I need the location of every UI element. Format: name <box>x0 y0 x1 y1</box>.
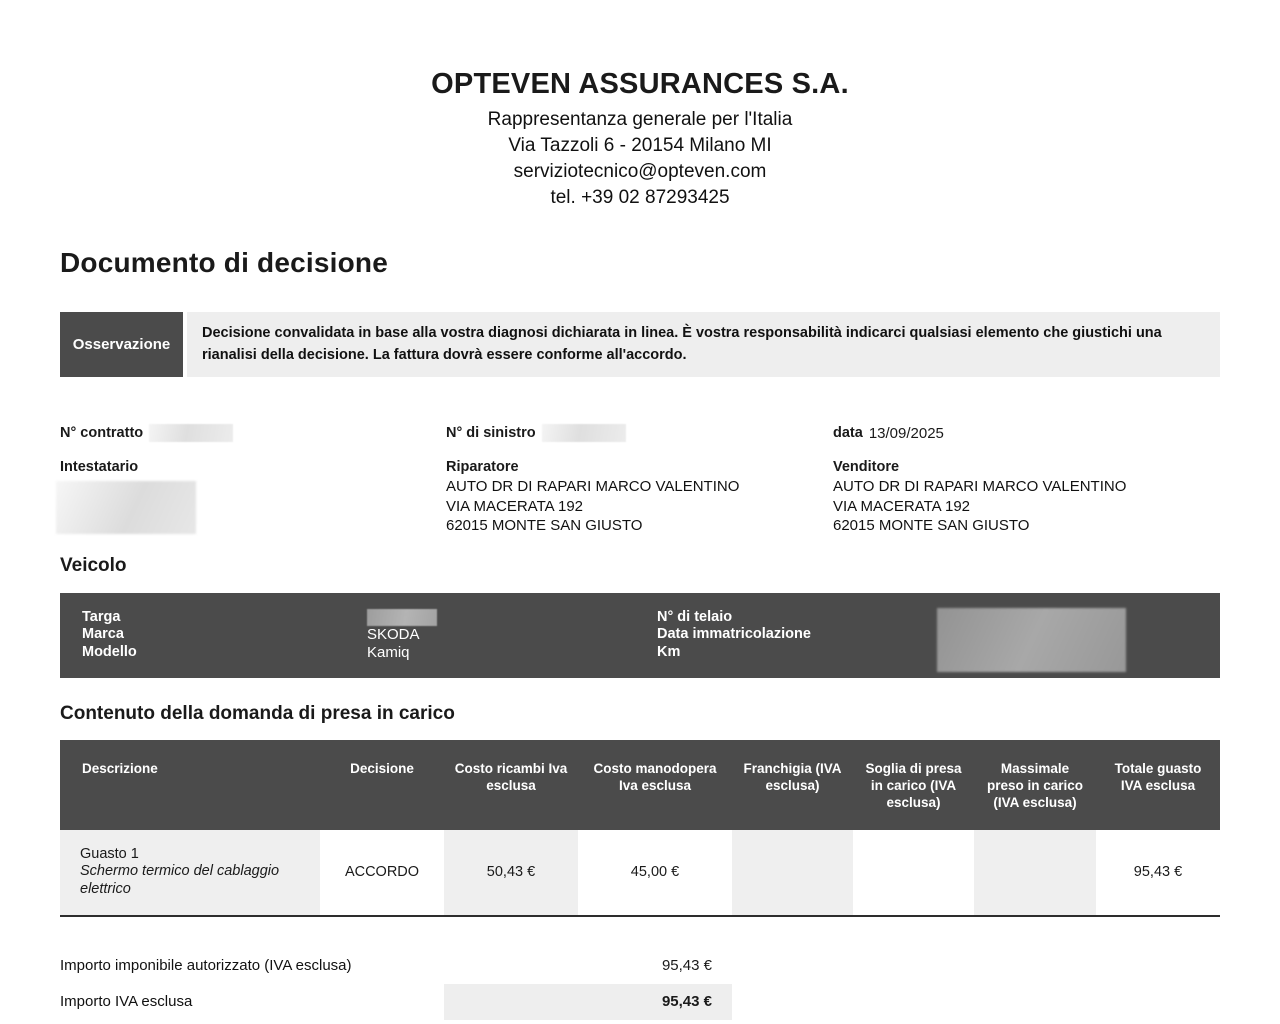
cell-deductible <box>732 830 853 915</box>
fault-detail: Schermo termico del cablaggio elettrico <box>80 863 280 897</box>
repairer-field <box>446 458 833 535</box>
repairer-label: Riparatore <box>446 459 519 475</box>
repairer-city: 62015 MONTE SAN GIUSTO <box>446 517 643 534</box>
km-label: Km <box>657 643 681 660</box>
company-name: OPTEVEN ASSURANCES S.A. <box>431 68 849 100</box>
letterhead <box>60 68 1220 211</box>
contract-column <box>60 423 446 535</box>
col-parts-cost: Costo ricambi Iva esclusa <box>454 760 568 793</box>
seller-city: 62015 MONTE SAN GIUSTO <box>833 517 1030 534</box>
cell-labor-cost: 45,00 € <box>630 864 680 880</box>
vehicle-values-left <box>367 609 657 662</box>
cell-decision: ACCORDO <box>344 864 420 880</box>
cell-max-covered <box>974 830 1096 915</box>
col-labor-cost: Costo manodopera Iva esclusa <box>593 760 717 793</box>
date-column <box>833 423 1220 535</box>
claim-table <box>60 740 1220 917</box>
col-description: Descrizione <box>82 760 158 776</box>
redacted-contract-number <box>149 424 233 442</box>
vehicle-heading: Veicolo <box>60 554 127 576</box>
seller-field <box>833 458 1220 535</box>
claim-number-field <box>446 423 833 443</box>
letterhead-representation: Rappresentanza generale per l'Italia <box>487 109 793 130</box>
cell-threshold <box>853 830 974 915</box>
summary-section <box>60 948 1220 1020</box>
redacted-vehicle-details <box>937 608 1126 672</box>
redacted-claim-number <box>542 424 626 442</box>
col-deductible: Franchigia (IVA esclusa) <box>743 760 842 793</box>
repairer-street: VIA MACERATA 192 <box>446 497 583 515</box>
claim-column <box>446 423 833 535</box>
letterhead-phone: tel. +39 02 87293425 <box>550 187 730 208</box>
vehicle-labels-left <box>82 609 367 662</box>
seller-label: Venditore <box>833 459 900 475</box>
brand-value: SKODA <box>367 626 420 644</box>
observation-label: Osservazione <box>60 312 183 377</box>
repairer-name: AUTO DR DI RAPARI MARCO VALENTINO <box>446 478 740 495</box>
date-field <box>833 423 1220 443</box>
plate-label: Targa <box>82 608 121 625</box>
col-max-covered: Massimale preso in carico (IVA esclusa) <box>986 760 1084 810</box>
seller-street: VIA MACERATA 192 <box>833 497 970 515</box>
vehicle-labels-right <box>657 609 937 662</box>
page-title: Documento di decisione <box>60 247 388 278</box>
col-decision: Decisione <box>350 760 414 776</box>
observation-banner <box>60 312 1220 377</box>
col-threshold: Soglia di presa in carico (IVA esclusa) <box>865 760 962 810</box>
redacted-holder-name <box>56 481 196 534</box>
vehicle-panel <box>60 593 1220 678</box>
contract-fields <box>60 423 1220 535</box>
authorized-amount-value: 95,43 € <box>661 956 712 974</box>
fault-title: Guasto 1 <box>80 845 139 862</box>
redacted-plate <box>367 609 437 626</box>
observation-text: Decisione convalidata in base alla vostra diagnosi dichiarata in linea. È vostra responsabilità indicarci qualsiasi elemento che giustichi una rianalisi della decisione. La fattura dovrà essere conforme all'accordo. <box>187 312 1220 377</box>
registration-label: Data immatricolazione <box>657 626 811 643</box>
holder-label: Intestatario <box>60 459 139 475</box>
plate-value <box>367 609 657 627</box>
claim-number-label: N° di sinistro <box>446 425 536 441</box>
brand-label: Marca <box>82 626 124 643</box>
letterhead-email: serviziotecnico@opteven.com <box>513 161 767 182</box>
claim-table-header <box>60 740 1220 830</box>
col-total: Totale guasto IVA esclusa <box>1114 760 1202 793</box>
date-label: data <box>833 425 863 441</box>
total-amount-label: Importo IVA esclusa <box>60 993 193 1010</box>
total-amount-value: 95,43 € <box>444 984 732 1020</box>
letterhead-address: Via Tazzoli 6 - 20154 Milano MI <box>508 135 772 156</box>
contract-number-label: N° contratto <box>60 425 144 441</box>
cell-description <box>60 830 320 915</box>
model-value: Kamiq <box>367 643 410 661</box>
cell-total: 95,43 € <box>1133 864 1183 880</box>
authorized-amount-row <box>60 948 1220 984</box>
table-row <box>60 830 1220 917</box>
holder-field <box>60 458 446 534</box>
model-label: Modello <box>82 643 137 660</box>
date-value: 13/09/2025 <box>868 424 944 442</box>
vin-label: N° di telaio <box>657 608 733 625</box>
cell-parts-cost: 50,43 € <box>444 830 578 915</box>
authorized-amount-label: Importo imponibile autorizzato (IVA esclusa) <box>60 957 352 974</box>
total-amount-row <box>60 984 1220 1020</box>
claim-table-heading: Contenuto della domanda di presa in carico <box>60 702 455 724</box>
seller-name: AUTO DR DI RAPARI MARCO VALENTINO <box>833 478 1127 495</box>
contract-number-field <box>60 423 446 443</box>
